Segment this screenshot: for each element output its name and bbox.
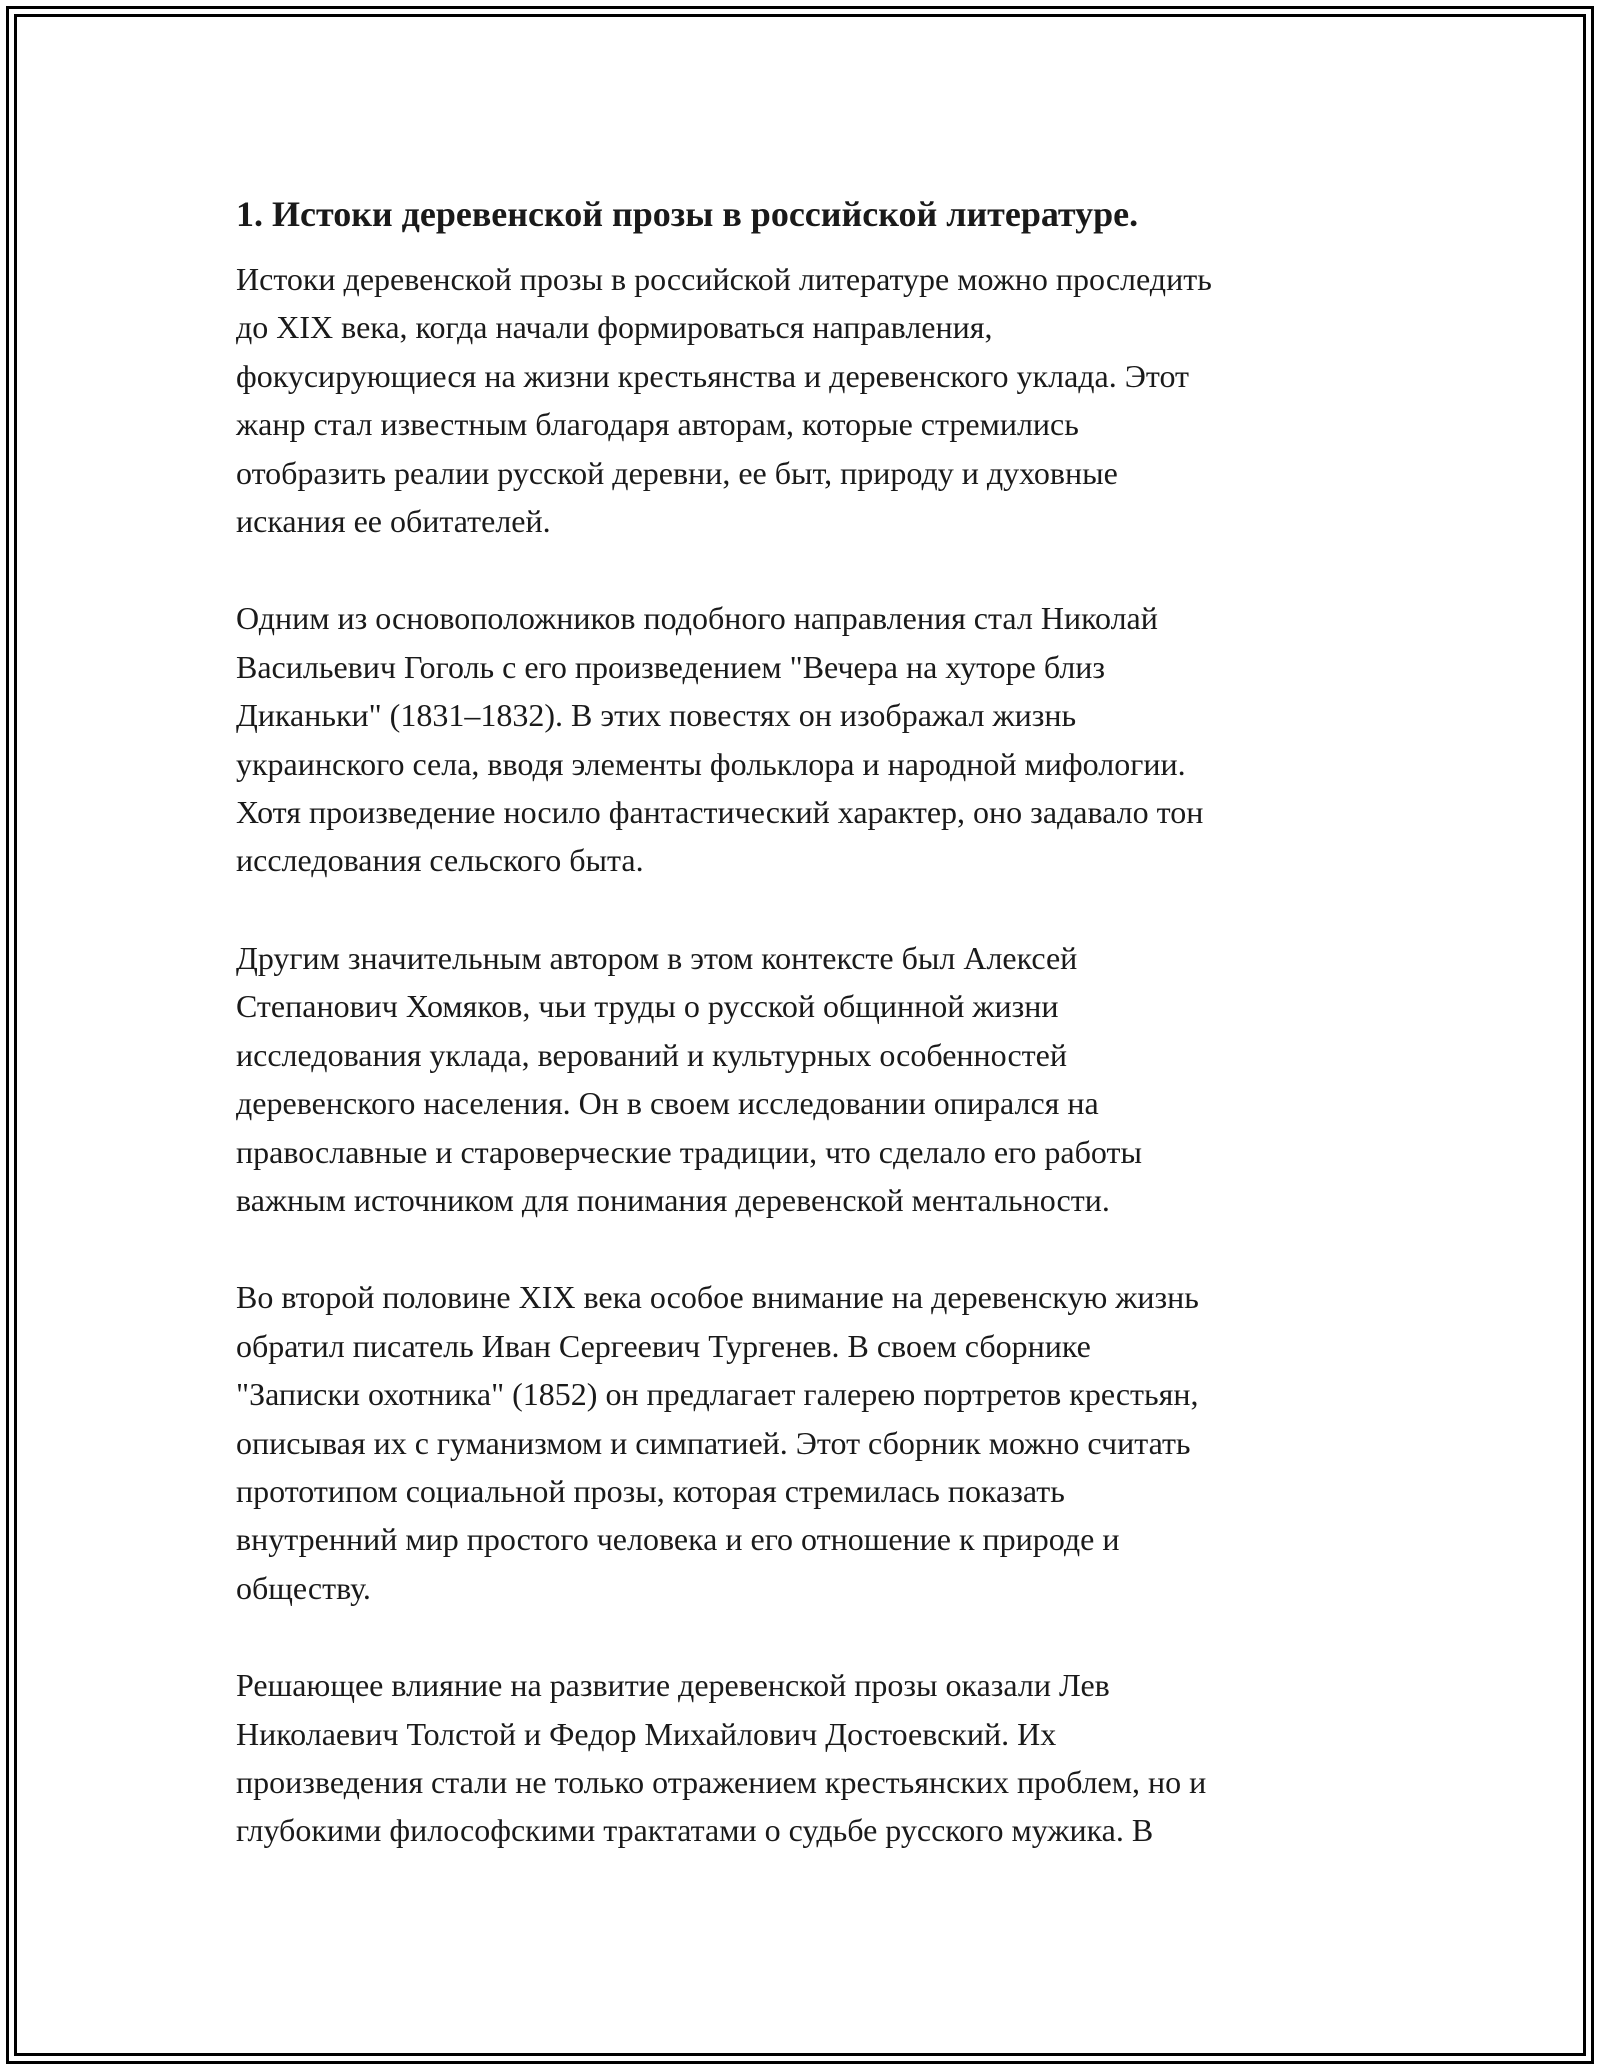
document-page (236, 178, 1376, 1904)
paragraph-4: Во второй половине XIX века особое внимание на деревенскую жизнь обратил писатель Иван Сергеевич Тургенев. В своем сборнике "Записки охотника" (1852) он предлагает галерею портретов крестьян, описывая их с гуманизмом и симпатией. Этот сборник можно считать прототипом социальной прозы, которая стремилась показать внутренний мир простого человека и его отношение к природе и обществу. (236, 1279, 1199, 1606)
paragraph-1: Истоки деревенской прозы в российской литературе можно проследить до XIX века, когда начали формироваться направления, фокусирующиеся на жизни крестьянства и деревенского уклада. Этот жанр стал известным благодаря авторам, которые стремились отобразить реалии русской деревни, ее быт, природу и духовные искания ее обитателей. (236, 261, 1212, 540)
paragraph-5: Решающее влияние на развитие деревенской прозы оказали Лев Николаевич Толстой и Федор Михайлович Достоевский. Их произведения стали не только отражением крестьянских проблем, но и глубокими философскими трактатами о судьбе русского мужика. В (236, 1667, 1207, 1849)
paragraph-3: Другим значительным автором в этом контексте был Алексей Степанович Хомяков, чьи труды о русской общинной жизни исследования уклада, верований и культурных особенностей деревенского населения. Он в своем исследовании опирался на православные и староверческие традиции, что сделало его работы важным источником для понимания деревенской ментальности. (236, 939, 1142, 1218)
section-heading: 1. Истоки деревенской прозы в российской литературе. (236, 194, 1139, 234)
paragraph-2: Одним из основоположников подобного направления стал Николай Васильевич Гоголь с его произведением "Вечера на хуторе близ Диканьки" (1831–1832). В этих повестях он изображал жизнь украинского села, вводя элементы фольклора и народной мифологии. Хотя произведение носило фантастический характер, оно задавало тон исследования сельского быта. (236, 600, 1204, 879)
